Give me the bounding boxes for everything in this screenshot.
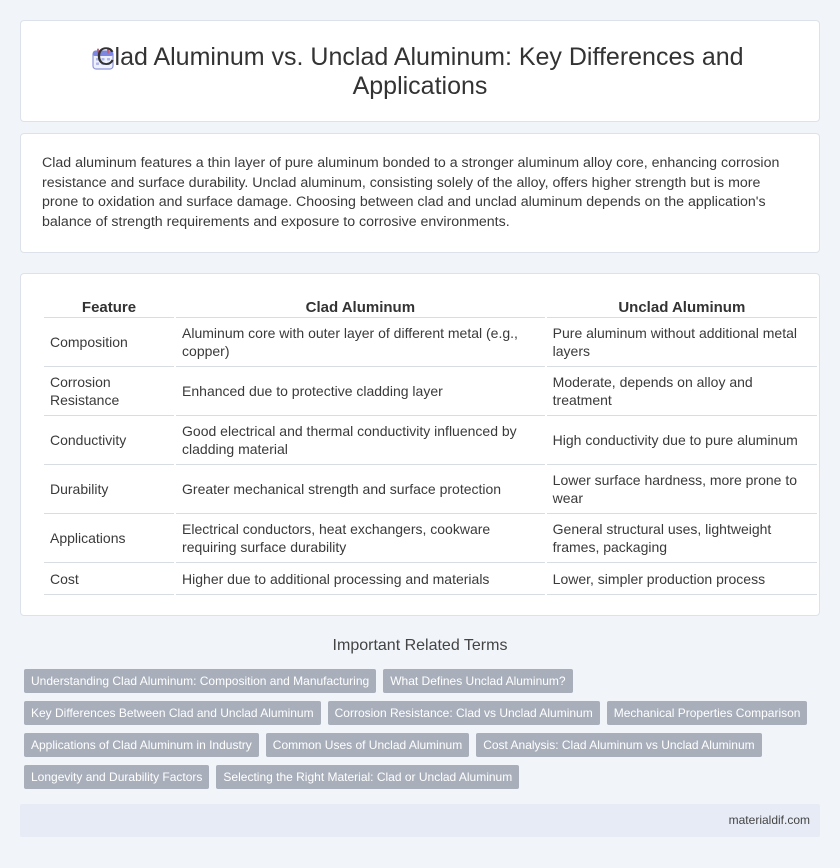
table-row (44, 514, 817, 563)
clad-cell: Good electrical and thermal conductivity influenced by cladding material (176, 416, 545, 465)
feature-cell: Durability (44, 465, 174, 514)
clad-cell: Electrical conductors, heat exchangers, cookware requiring surface durability (176, 514, 545, 563)
related-term-tag[interactable]: Cost Analysis: Clad Aluminum vs Unclad Aluminum (476, 733, 761, 757)
unclad-cell: Pure aluminum without additional metal layers (547, 318, 817, 367)
comparison-table-card (20, 273, 820, 616)
related-term-tag[interactable]: What Defines Unclad Aluminum? (383, 669, 572, 693)
table-row (44, 563, 817, 595)
related-terms-title: Important Related Terms (332, 637, 508, 654)
tag-row (24, 669, 824, 693)
related-term-tag[interactable]: Applications of Clad Aluminum in Industry (24, 733, 259, 757)
tag-row (24, 765, 824, 789)
tag-row (24, 701, 824, 725)
related-term-tag[interactable]: Selecting the Right Material: Clad or Unclad Aluminum (216, 765, 519, 789)
clad-cell: Higher due to additional processing and materials (176, 563, 545, 595)
page-title: Clad Aluminum vs. Unclad Aluminum: Key Differences and Applications (96, 43, 744, 100)
header-unclad: Unclad Aluminum (547, 296, 817, 318)
clad-cell: Enhanced due to protective cladding layer (176, 367, 545, 416)
feature-cell: Conductivity (44, 416, 174, 465)
feature-cell: Cost (44, 563, 174, 595)
footer-site-link[interactable]: materialdif.com (728, 813, 810, 827)
unclad-cell: Moderate, depends on alloy and treatment (547, 367, 817, 416)
header-clad: Clad Aluminum (176, 296, 545, 318)
table-row (44, 416, 817, 465)
related-term-tag[interactable]: Mechanical Properties Comparison (607, 701, 808, 725)
table-row (44, 367, 817, 416)
related-term-tag[interactable]: Corrosion Resistance: Clad vs Unclad Aluminum (328, 701, 600, 725)
title-card (20, 20, 820, 122)
tag-row (24, 733, 824, 757)
unclad-cell: High conductivity due to pure aluminum (547, 416, 817, 465)
feature-cell: Applications (44, 514, 174, 563)
unclad-cell: Lower, simpler production process (547, 563, 817, 595)
clad-cell: Greater mechanical strength and surface protection (176, 465, 545, 514)
unclad-cell: General structural uses, lightweight frames, packaging (547, 514, 817, 563)
table-header-row (44, 296, 817, 318)
related-term-tag[interactable]: Longevity and Durability Factors (24, 765, 209, 789)
feature-cell: Corrosion Resistance (44, 367, 174, 416)
header-feature: Feature (44, 296, 174, 318)
table-row (44, 465, 817, 514)
footer (20, 804, 820, 837)
clad-cell: Aluminum core with outer layer of different metal (e.g., copper) (176, 318, 545, 367)
related-term-tag[interactable]: Understanding Clad Aluminum: Composition and Manufacturing (24, 669, 376, 693)
comparison-table (42, 296, 819, 595)
feature-cell: Composition (44, 318, 174, 367)
table-row (44, 318, 817, 367)
unclad-cell: Lower surface hardness, more prone to wear (547, 465, 817, 514)
intro-card (20, 133, 820, 253)
related-terms-tags (24, 669, 824, 797)
related-term-tag[interactable]: Common Uses of Unclad Aluminum (266, 733, 469, 757)
related-term-tag[interactable]: Key Differences Between Clad and Unclad Aluminum (24, 701, 321, 725)
intro-paragraph: Clad aluminum features a thin layer of pure aluminum bonded to a stronger aluminum alloy core, enhancing corrosion resistance and surface durability. Unclad aluminum, consisting solely of the alloy, offers higher strength but is more prone to oxidation and surface damage. Choosing between clad and unclad aluminum depends on the application's balance of strength requirements and exposure to corrosive environments. (42, 155, 780, 230)
